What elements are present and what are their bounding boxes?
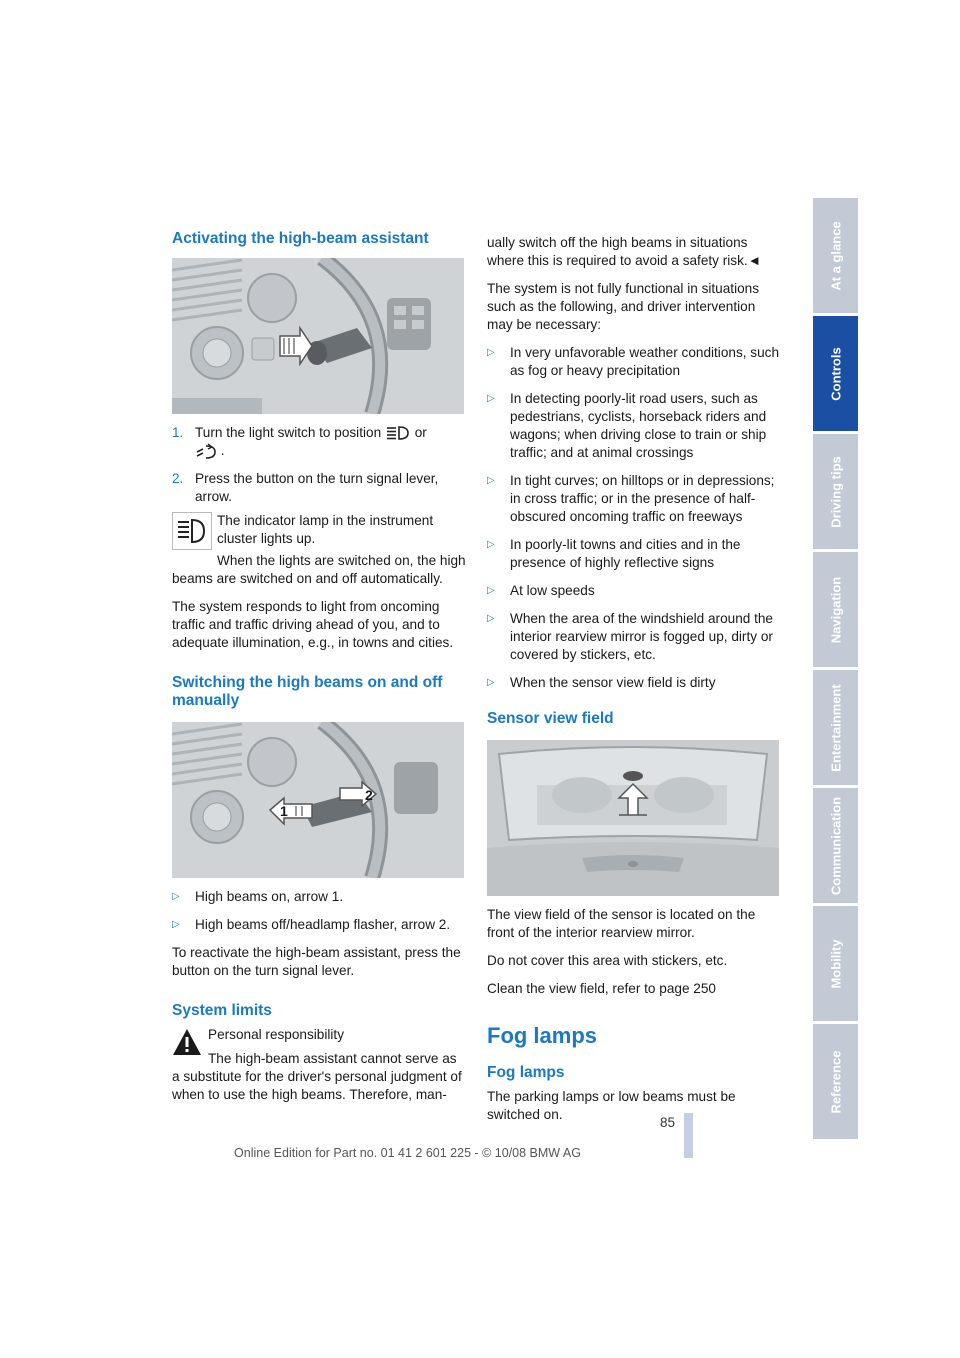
bullet-marker-icon: ▷ — [172, 891, 180, 902]
step-1-text-b: or — [414, 425, 427, 440]
limit-bullet-text: In detecting poorly-lit road users, such as pedestrians, cyclists, horseback riders and wagons; when driving close to train or ship traffic; and at animal crossings — [510, 391, 767, 460]
reactivate-text: To reactivate the high-beam assistant, press the button on the turn signal lever. — [172, 945, 461, 978]
personal-responsibility: Personal responsibility — [208, 1027, 345, 1042]
tab-label: Entertainment — [828, 683, 843, 772]
when-lights-span: When the lights are switched on, the high beams are switched on and off automatically. — [172, 553, 466, 586]
step-1-number: 1. — [172, 425, 184, 440]
figure-lever-button — [172, 258, 464, 414]
tab-label: Navigation — [828, 576, 843, 643]
bullet-marker-icon: ▷ — [487, 475, 495, 486]
tab-entertainment[interactable] — [813, 670, 858, 785]
cannot-serve-text — [172, 1050, 467, 1104]
tab-label: At a glance — [828, 220, 843, 291]
view-field-text: The view field of the sensor is located on the front of the interior rearview mirror. — [487, 907, 756, 940]
step-2 — [172, 470, 467, 506]
dashboard-illustration-1 — [172, 258, 464, 414]
automatic-headlamp-icon — [195, 443, 217, 459]
chapter-tabs — [813, 198, 858, 1142]
arrow-label-1: 1 — [280, 803, 288, 819]
indicator-text: The indicator lamp in the instrument cluster lights up. — [217, 513, 434, 546]
bullet-1-text: High beams on, arrow 1. — [195, 889, 344, 904]
dashboard-illustration-2 — [172, 722, 464, 878]
heading-sensor-view-field: Sensor view field — [487, 710, 614, 727]
step-2-text: Press the button on the turn signal lever, arrow. — [195, 471, 439, 504]
right-column — [487, 234, 782, 1134]
tab-label: Reference — [828, 1050, 843, 1113]
high-beam-symbol-icon — [385, 425, 411, 441]
bullet-marker-icon: ▷ — [487, 613, 495, 624]
clean-text: Clean the view field, refer to page 250 — [487, 981, 716, 996]
limit-bullet — [487, 674, 782, 692]
limit-bullet-text: When the area of the windshield around the interior rearview mirror is fogged up, dirty or covered by stickers, etc. — [510, 611, 773, 662]
tab-navigation[interactable] — [813, 552, 858, 667]
tab-reference[interactable] — [813, 1024, 858, 1139]
tab-controls[interactable] — [813, 316, 858, 431]
tab-mobility[interactable] — [813, 906, 858, 1021]
step-1-text-c: . — [220, 443, 225, 458]
bullet-2-text: High beams off/headlamp flasher, arrow 2. — [195, 917, 451, 932]
tab-communication[interactable] — [813, 788, 858, 903]
step-2-number: 2. — [172, 471, 184, 486]
limit-bullet — [487, 536, 782, 572]
limit-bullet-text: At low speeds — [510, 583, 595, 598]
heading-system-limits: System limits — [172, 1002, 272, 1019]
bullet-marker-icon: ▷ — [487, 393, 495, 404]
heading-fog-lamps-sub: Fog lamps — [487, 1064, 565, 1081]
left-column — [172, 230, 467, 1114]
bullet-marker-icon: ▷ — [487, 347, 495, 358]
warning-note — [172, 1026, 467, 1104]
tab-label: Controls — [828, 346, 843, 401]
limit-bullet — [487, 472, 782, 526]
tab-driving-tips[interactable] — [813, 434, 858, 549]
high-beam-indicator-icon — [172, 512, 212, 550]
parking-lamps-text: The parking lamps or low beams must be switched on. — [487, 1089, 736, 1122]
when-lights-text — [172, 552, 467, 588]
do-not-cover-text: Do not cover this area with stickers, etc. — [487, 953, 728, 968]
bullet-marker-icon: ▷ — [487, 539, 495, 550]
heading-switching: Switching the high beams on and off manually — [172, 674, 443, 709]
bullet-high-beams-on — [172, 888, 467, 906]
page-number: 85 — [660, 1115, 676, 1130]
limit-bullet — [487, 344, 782, 380]
indicator-note — [172, 512, 467, 588]
tab-label: Driving tips — [828, 455, 843, 528]
bullet-high-beams-off — [172, 916, 467, 934]
figure-windshield-sensor — [487, 740, 779, 896]
bullet-marker-icon: ▷ — [172, 919, 180, 930]
heading-activating: Activating the high-beam assistant — [172, 230, 429, 247]
limit-bullet — [487, 582, 782, 600]
limit-bullet-text: In tight curves; on hilltops or in depressions; in cross traffic; or in the presence of half-obscured oncoming traffic on freeways — [510, 473, 775, 524]
limit-bullet-text: In very unfavorable weather conditions, such as fog or heavy precipitation — [510, 345, 780, 378]
step-1 — [172, 424, 467, 460]
limit-bullet — [487, 390, 782, 462]
system-responds-text: The system responds to light from oncoming traffic and traffic driving ahead of you, and to adequate illumination, e.g., in towns and cities. — [172, 599, 454, 650]
limit-bullet-text: In poorly-lit towns and cities and in the presence of highly reflective signs — [510, 537, 741, 570]
windshield-illustration — [487, 740, 779, 896]
tab-at-a-glance[interactable] — [813, 198, 858, 313]
bullet-marker-icon: ▷ — [487, 585, 495, 596]
limit-bullet-text: When the sensor view field is dirty — [510, 675, 716, 690]
footer-edition: Online Edition for Part no. 01 41 2 601 225 - © 10/08 BMW AG — [234, 1146, 581, 1160]
figure-lever-arrows — [172, 722, 464, 878]
limit-bullet — [487, 610, 782, 664]
not-functional-text: The system is not fully functional in situations such as the following, and driver intervention may be necessary: — [487, 281, 760, 332]
heading-fog-lamps-main: Fog lamps — [487, 1023, 598, 1048]
warning-triangle-icon — [172, 1028, 202, 1056]
arrow-label-2: 2 — [365, 787, 373, 803]
bullet-marker-icon: ▷ — [487, 677, 495, 688]
cannot-serve-span: The high-beam assistant cannot serve as a substitute for the driver's personal judgment of when to use the high beams. Therefore, man- — [172, 1051, 462, 1102]
tab-label: Communication — [828, 796, 843, 895]
continued-text: ually switch off the high beams in situations where this is required to avoid a safety risk.◄ — [487, 235, 762, 268]
tab-label: Mobility — [828, 938, 843, 989]
step-1-text-a: Turn the light switch to position — [195, 425, 382, 440]
